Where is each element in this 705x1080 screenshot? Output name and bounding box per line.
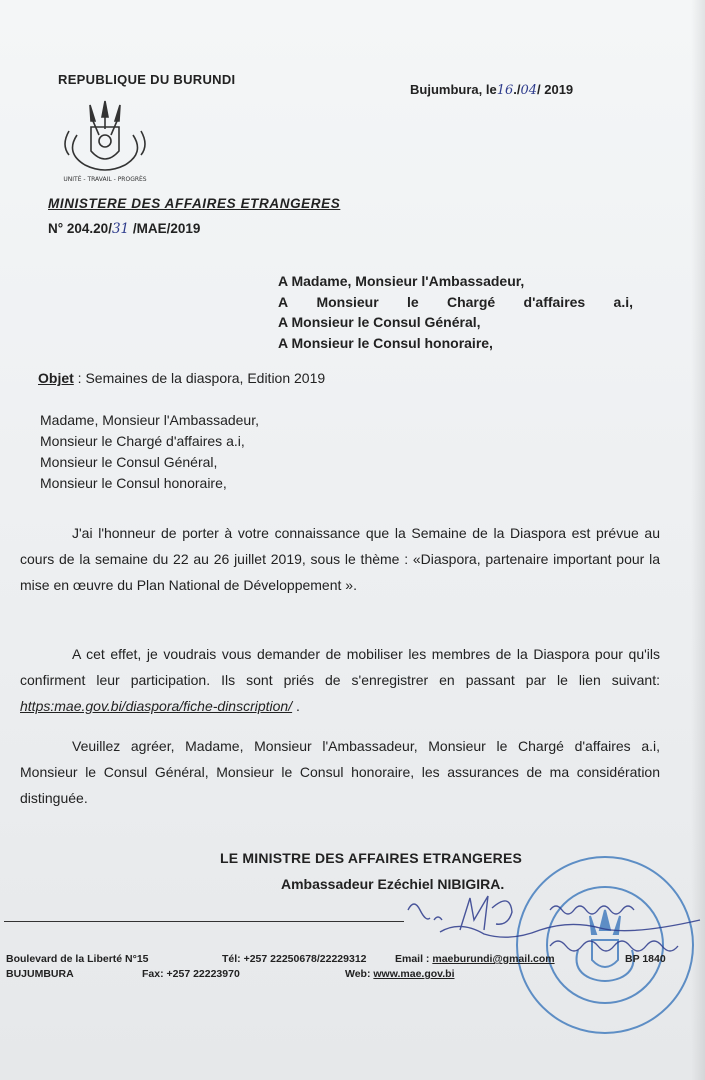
body-paragraph-3	[20, 733, 660, 811]
salutation-line: Madame, Monsieur l'Ambassadeur,	[40, 412, 259, 428]
signatory-title: LE MINISTRE DES AFFAIRES ETRANGERES	[220, 850, 523, 866]
date-suffix: / 2019	[537, 82, 574, 97]
paragraph-3-text: Veuillez agréer, Madame, Monsieur l'Ambassadeur, Monsieur le Chargé d'affaires a.i, Monsieur le Consul Général, Monsieur le Consul honoraire, les assurances de ma considération distinguée.	[20, 738, 660, 806]
reference-number	[48, 221, 200, 237]
salutation-line: Monsieur le Chargé d'affaires a.i,	[40, 433, 245, 449]
paragraph-1-text: J'ai l'honneur de porter à votre connaissance que la Semaine de la Diaspora est prévue au cours de la semaine du 22 au 26 juillet 2019, sous le thème : «Diaspora, partenaire important pour la mise en œuvre du Plan National de Développement ».	[20, 525, 660, 593]
paragraph-2-text: A cet effet, je voudrais vous demander de mobiliser les membres de la Diaspora pour qu'ils confirment leur participation. Ils sont priés de s'enregistrer en passant par le lien suivant:	[20, 646, 660, 688]
web-label: Web:	[345, 968, 374, 980]
web-link[interactable]: www.mae.gov.bi	[373, 968, 455, 980]
recipient-line: A Monsieur le Consul Général,	[278, 314, 481, 330]
body-paragraph-1	[20, 520, 660, 598]
recipient-word: Monsieur	[316, 293, 379, 310]
registration-link[interactable]: https:mae.gov.bi/diaspora/fiche-dinscription/	[20, 698, 293, 714]
recipient-word: Chargé	[446, 293, 496, 310]
ref-handwritten: 31	[111, 221, 130, 237]
recipients-block	[278, 271, 633, 353]
recipient-word: d'affaires	[523, 293, 586, 310]
coat-of-arms-emblem	[55, 95, 155, 185]
date-month: 04	[520, 83, 538, 98]
ref-suffix: /MAE/2019	[129, 221, 201, 236]
email-link[interactable]: maeburundi@gmail.com	[432, 953, 555, 965]
handwritten-signature	[400, 890, 705, 960]
recipient-line: A Madame, Monsieur l'Ambassadeur,	[278, 273, 525, 289]
ref-prefix: N° 204.20/	[48, 221, 112, 236]
subject-line	[38, 370, 325, 386]
email-label: Email :	[395, 953, 433, 965]
date-day: 16	[496, 83, 514, 98]
footer-fax: Fax: +257 22223970	[142, 968, 240, 980]
footer-web	[345, 968, 455, 980]
salutation-line: Monsieur le Consul honoraire,	[40, 475, 227, 491]
salutation-block	[40, 410, 259, 494]
paragraph-2-end: .	[292, 698, 300, 714]
recipient-line: A Monsieur le Consul honoraire,	[278, 334, 493, 351]
recipient-word: le	[406, 293, 419, 310]
footer-address: Boulevard de la Liberté N°15	[6, 953, 149, 965]
body-paragraph-2	[20, 641, 660, 719]
recipient-line-justified	[278, 292, 633, 313]
date-prefix: Bujumbura, le	[410, 82, 497, 97]
footer-po-box: BP 1840	[625, 953, 666, 965]
salutation-line: Monsieur le Consul Général,	[40, 454, 218, 470]
subject-text: : Semaines de la diaspora, Edition 2019	[77, 370, 326, 386]
date-sep: ./	[513, 82, 521, 97]
ministry-name: MINISTERE DES AFFAIRES ETRANGERES	[48, 196, 341, 211]
footer-divider	[4, 921, 404, 922]
coat-motto: UNITÉ - TRAVAIL - PROGRÈS	[63, 176, 147, 183]
letter-date	[410, 82, 573, 98]
republic-heading: REPUBLIQUE DU BURUNDI	[58, 72, 236, 87]
footer-city: BUJUMBURA	[6, 968, 74, 980]
recipient-word: A	[278, 293, 289, 310]
footer-phone: Tél: +257 22250678/22229312	[222, 953, 367, 965]
signatory-name: Ambassadeur Ezéchiel NIBIGIRA.	[281, 876, 505, 892]
footer-email	[395, 953, 555, 965]
recipient-word: a.i,	[613, 293, 633, 310]
subject-label: Objet	[38, 370, 74, 386]
